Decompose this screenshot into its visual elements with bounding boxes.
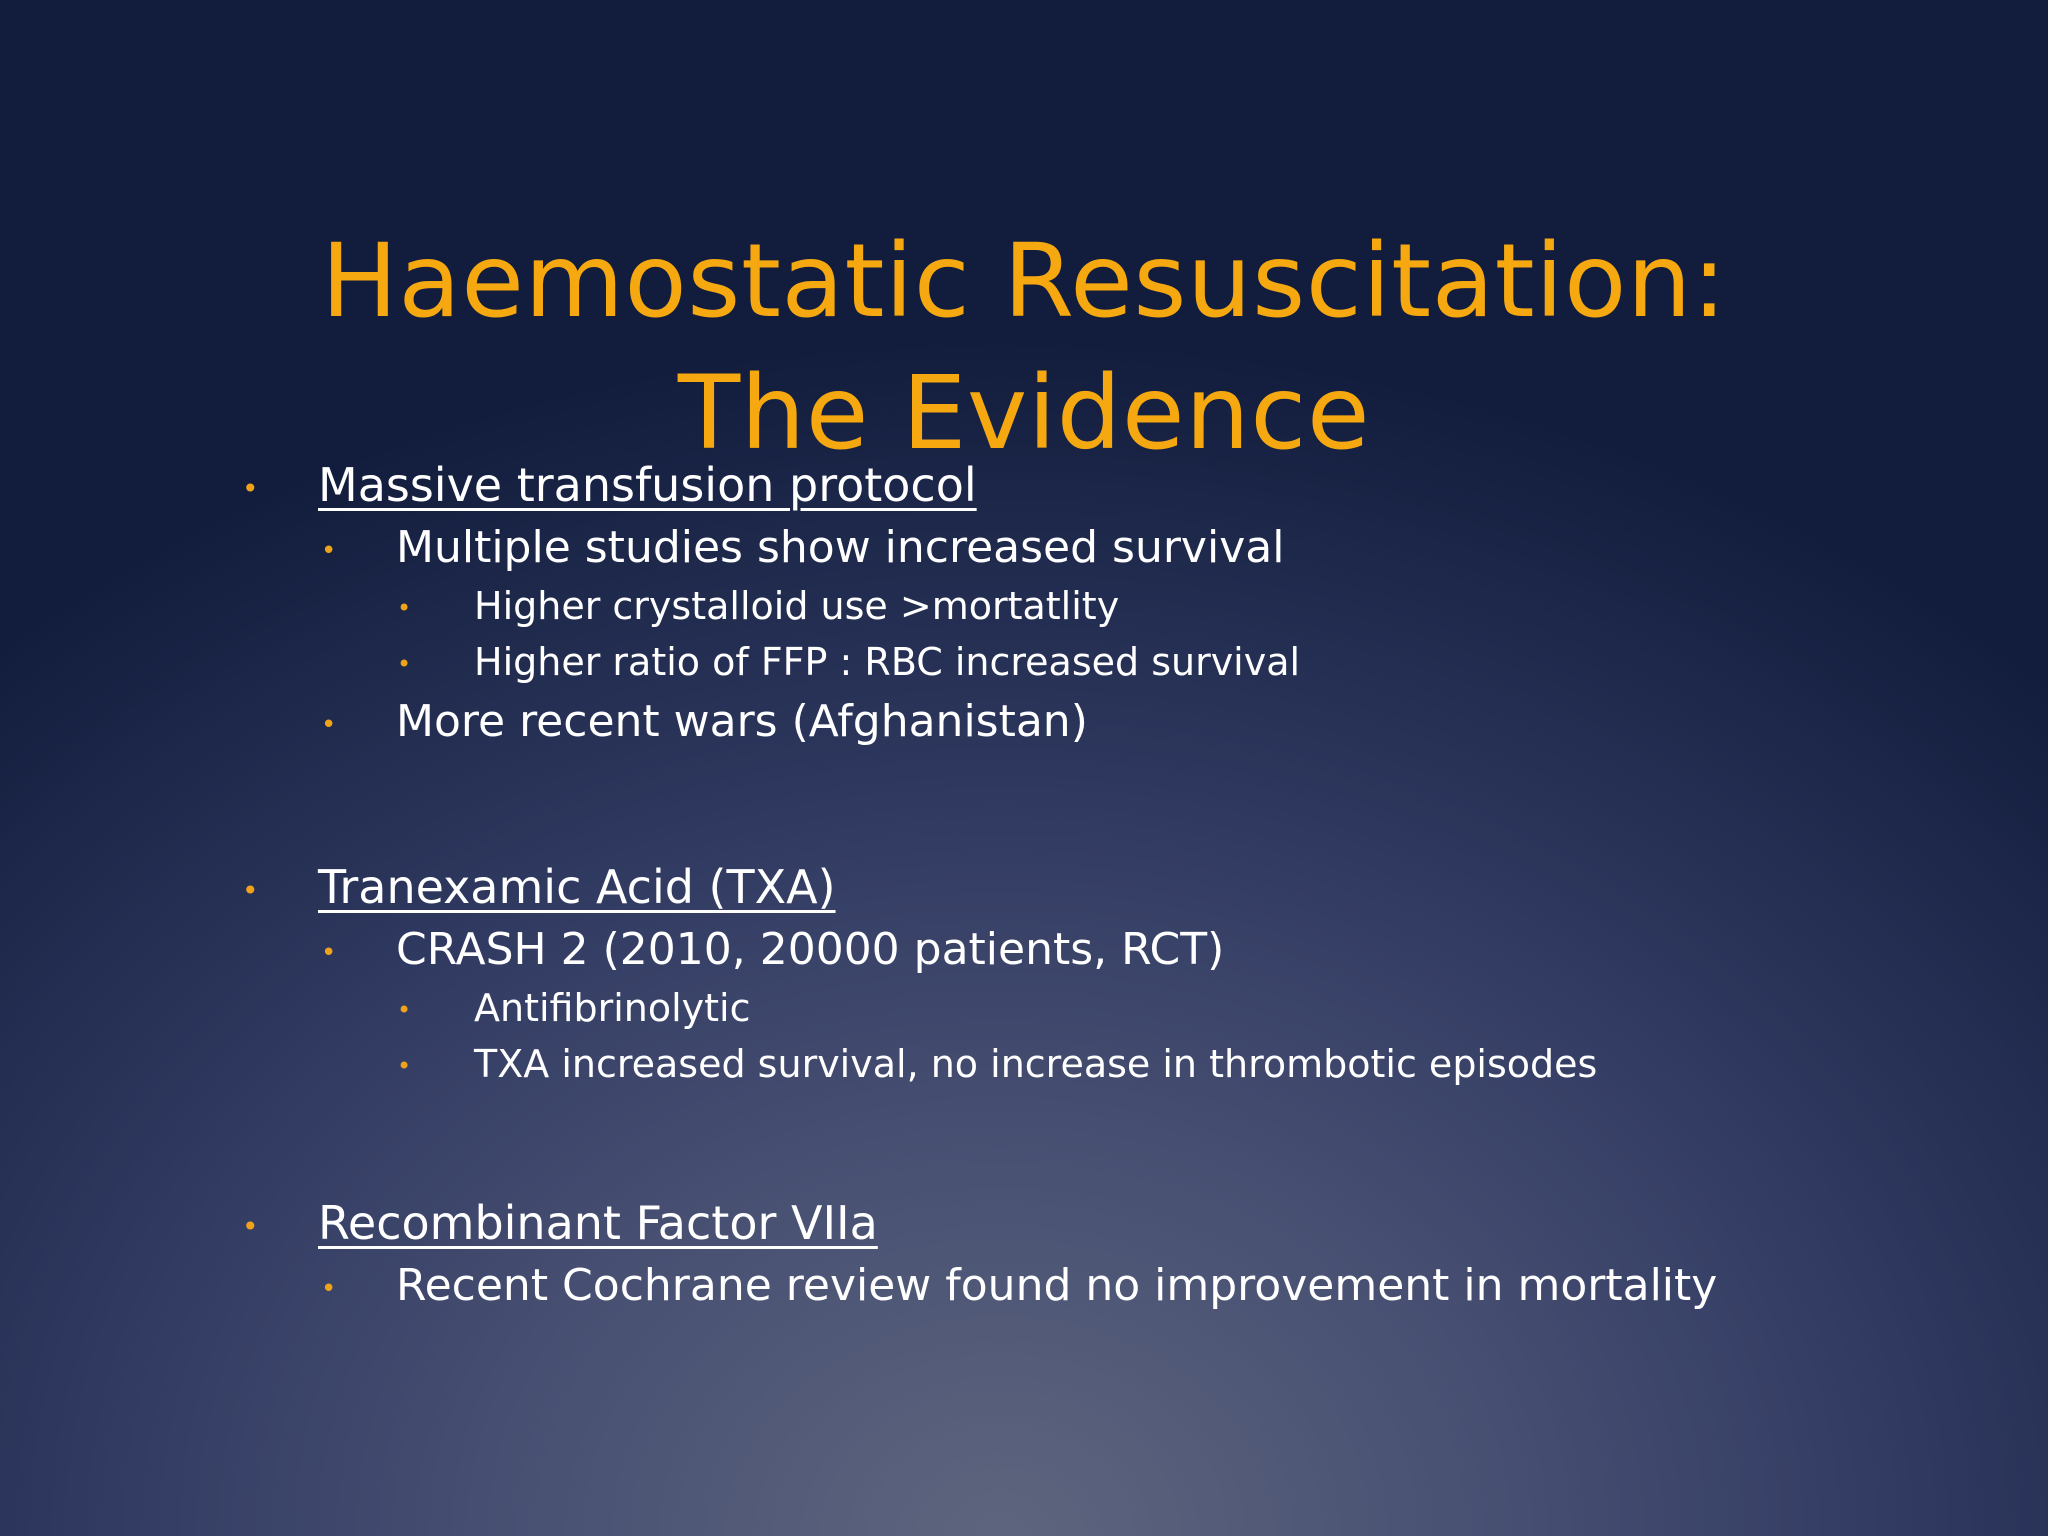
bullet-icon: • bbox=[397, 594, 412, 622]
bullet-icon: • bbox=[321, 1274, 337, 1304]
bullet-icon: • bbox=[397, 1052, 412, 1080]
bullet-sub-sub-text: TXA increased survival, no increase in thrombotic episodes bbox=[474, 1042, 1598, 1086]
bullet-sub-sub-text: Antifibrinolytic bbox=[474, 986, 751, 1030]
bullet-sub-item bbox=[321, 522, 1285, 573]
bullet-sub-text: CRASH 2 (2010, 20000 patients, RCT) bbox=[396, 924, 1225, 975]
bullet-sub-text: Recent Cochrane review found no improvement in mortality bbox=[396, 1260, 1718, 1311]
bullet-icon: • bbox=[397, 650, 412, 678]
bullet-heading-text: Massive transfusion protocol bbox=[318, 458, 977, 512]
bullet-sub-sub-text: Higher crystalloid use >mortatlity bbox=[474, 584, 1120, 628]
bullet-icon: • bbox=[397, 996, 412, 1024]
bullet-heading-text: Tranexamic Acid (TXA) bbox=[318, 860, 836, 914]
bullet-sub-sub-item bbox=[397, 986, 751, 1030]
bullet-sub-text: More recent wars (Afghanistan) bbox=[396, 696, 1088, 747]
bullet-sub-sub-item bbox=[397, 640, 1301, 684]
bullet-icon: • bbox=[242, 874, 259, 907]
bullet-icon: • bbox=[242, 472, 259, 505]
bullet-icon: • bbox=[321, 710, 337, 740]
bullet-heading-tranexamic-acid bbox=[242, 860, 836, 914]
bullet-sub-item bbox=[321, 1260, 1718, 1311]
bullet-sub-item bbox=[321, 696, 1088, 747]
bullet-heading-recombinant-factor bbox=[242, 1196, 878, 1250]
bullet-icon: • bbox=[242, 1210, 259, 1243]
slide-title-line-2: The Evidence bbox=[677, 354, 1371, 474]
slide-title-line-1: Haemostatic Resuscitation: bbox=[321, 222, 1727, 342]
bullet-icon: • bbox=[321, 938, 337, 968]
bullet-heading-massive-transfusion bbox=[242, 458, 977, 512]
bullet-sub-sub-item bbox=[397, 584, 1120, 628]
bullet-icon: • bbox=[321, 536, 337, 566]
bullet-sub-text: Multiple studies show increased survival bbox=[396, 522, 1285, 573]
bullet-sub-sub-text: Higher ratio of FFP : RBC increased survival bbox=[474, 640, 1301, 684]
bullet-sub-sub-item bbox=[397, 1042, 1598, 1086]
slide-title bbox=[0, 216, 2048, 480]
bullet-heading-text: Recombinant Factor VIIa bbox=[318, 1196, 878, 1250]
bullet-sub-item bbox=[321, 924, 1225, 975]
